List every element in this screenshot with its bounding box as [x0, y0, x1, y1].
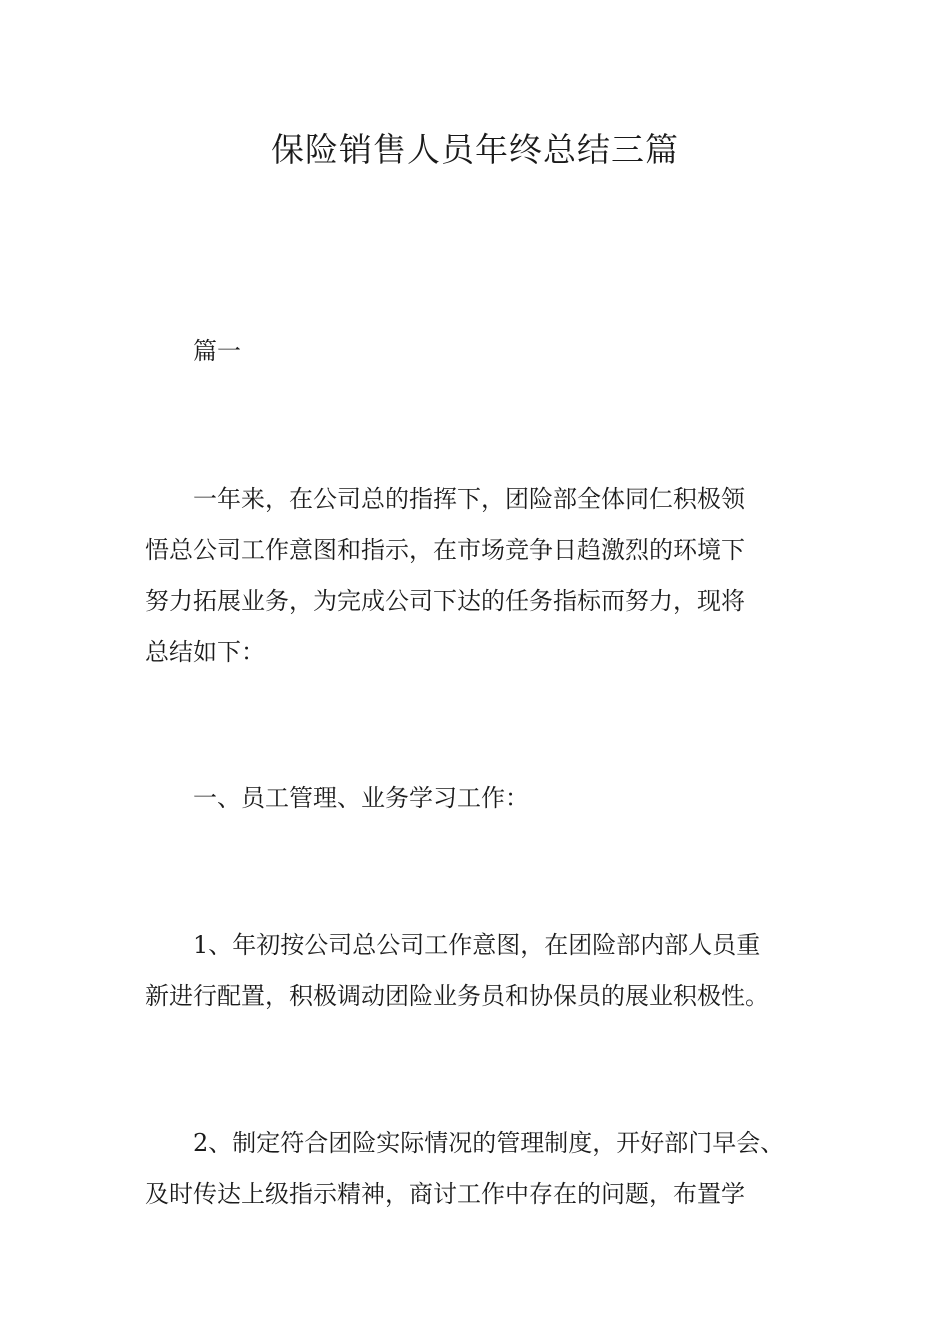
intro-paragraph: [145, 474, 810, 678]
intro-line-4: 总结如下：: [145, 638, 265, 666]
intro-line-3: 努力拓展业务，为完成公司下达的任务指标而努力，现将: [145, 587, 745, 615]
document-title: 保险销售人员年终总结三篇: [271, 130, 679, 169]
item-1-line-1: 1、年初按公司总公司工作意图，在团险部内部人员重: [193, 931, 761, 959]
item-2-line-2: 及时传达上级指示精神，商讨工作中存在的问题，布置学: [145, 1180, 745, 1208]
item-1-paragraph: [145, 920, 810, 1022]
item-1-line-2: 新进行配置，积极调动团险业务员和协保员的展业积极性。: [145, 982, 769, 1010]
item-2-line-1: 2、制定符合团险实际情况的管理制度，开好部门早会、: [193, 1129, 785, 1157]
intro-line-2: 悟总公司工作意图和指示，在市场竞争日趋激烈的环境下: [145, 536, 745, 564]
item-2-paragraph: [145, 1118, 810, 1220]
intro-line-1: 一年来，在公司总的指挥下，团险部全体同仁积极领: [193, 485, 745, 513]
section-heading: 一、员工管理、业务学习工作：: [193, 784, 529, 812]
chapter-heading: 篇一: [193, 337, 241, 365]
